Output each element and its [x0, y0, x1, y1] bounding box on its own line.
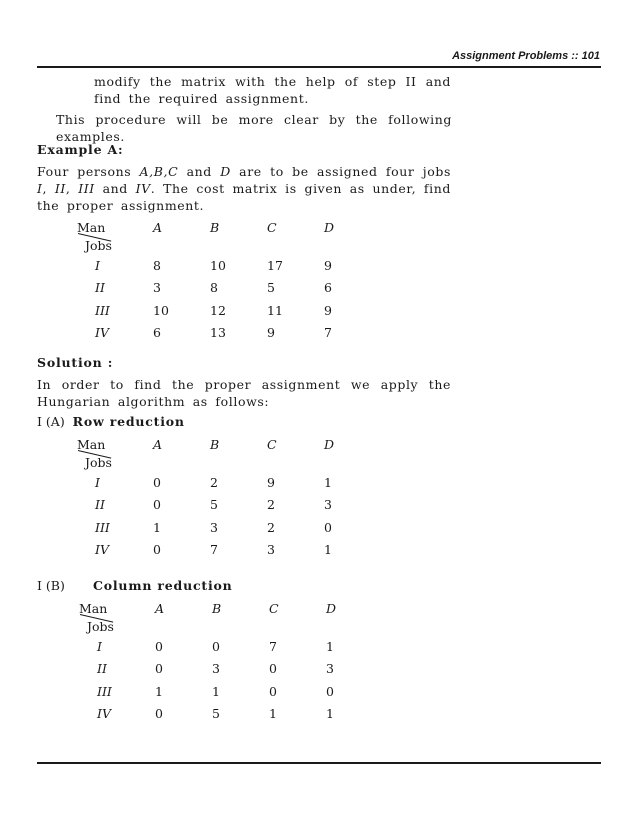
- column-reduction-heading: [37, 578, 233, 593]
- matrix-cell: 5: [212, 706, 220, 722]
- matrix-cell: 1: [155, 683, 163, 699]
- matrix-cell: 2: [267, 497, 275, 513]
- matrix-cell: 1: [324, 474, 332, 490]
- man-jobs-corner-cell: [77, 431, 153, 471]
- row-reduction-prefix: I (A): [37, 414, 65, 429]
- job-label: II: [95, 497, 105, 513]
- job-label: II: [95, 280, 105, 296]
- matrix-cell: 1: [269, 706, 277, 722]
- matrix-cell: 13: [210, 325, 226, 341]
- man-jobs-corner-cell: [77, 214, 153, 254]
- matrix-cell: 0: [324, 519, 332, 535]
- matrix-cell: 3: [212, 661, 220, 677]
- column-header: D: [324, 437, 335, 452]
- jobs-label: Jobs: [85, 238, 112, 253]
- matrix-row: [77, 471, 364, 494]
- matrix-cell: 3: [153, 280, 161, 296]
- procedure-note: This procedure will be more clear by the following examples.: [56, 112, 452, 144]
- row-reduction-title: Row reduction: [72, 414, 185, 429]
- example-heading: Example A:: [37, 142, 124, 157]
- matrix-row: [79, 680, 366, 703]
- example-statement: Four persons A,B,C and D are to be assigned four jobs I, II, III and IV. The cost matrix is given as under, find the proper assignment.: [37, 164, 451, 213]
- matrix-cell: 12: [210, 302, 226, 318]
- man-label: Man: [79, 601, 108, 616]
- matrix-cell: 0: [155, 638, 163, 654]
- jobs-label: Jobs: [87, 619, 114, 634]
- matrix-cell: 10: [210, 257, 226, 273]
- matrix-row: [79, 658, 366, 681]
- running-header: Assignment Problems :: 101: [452, 50, 600, 62]
- matrix-cell: 0: [153, 497, 161, 513]
- column-reduction-table: [79, 595, 366, 725]
- matrix-cell: 2: [267, 519, 275, 535]
- matrix-row: [79, 635, 366, 658]
- job-label: IV: [97, 706, 111, 722]
- matrix-cell: 3: [267, 542, 275, 558]
- matrix-cell: 8: [153, 257, 161, 273]
- man-jobs-corner-cell: [79, 595, 155, 635]
- matrix-cell: 1: [326, 638, 334, 654]
- man-label: Man: [77, 220, 106, 235]
- matrix-row: [77, 494, 364, 517]
- job-label: III: [95, 519, 110, 535]
- matrix-row: [77, 277, 364, 300]
- matrix-cell: 6: [153, 325, 161, 341]
- matrix-cell: 17: [267, 257, 283, 273]
- matrix-cell: 0: [269, 661, 277, 677]
- column-header: B: [212, 601, 222, 616]
- matrix-cell: 7: [269, 638, 277, 654]
- footer-rule: [37, 762, 601, 764]
- column-header: C: [269, 601, 279, 616]
- continuation-paragraph: modify the matrix with the help of step II and find the required assignment.: [94, 74, 451, 106]
- column-header: C: [267, 437, 277, 452]
- row-reduction-table: [77, 431, 364, 561]
- column-reduction-title: Column reduction: [93, 578, 233, 593]
- matrix-cell: 5: [210, 497, 218, 513]
- matrix-cell: 1: [153, 519, 161, 535]
- matrix-row: [77, 299, 364, 322]
- matrix-cell: 3: [326, 661, 334, 677]
- matrix-cell: 9: [267, 474, 275, 490]
- matrix-cell: 1: [324, 542, 332, 558]
- matrix-cell: 9: [324, 302, 332, 318]
- matrix-cell: 3: [324, 497, 332, 513]
- matrix-cell: 6: [324, 280, 332, 296]
- matrix-cell: 0: [212, 638, 220, 654]
- matrix-row: [77, 254, 364, 277]
- solution-heading: Solution :: [37, 355, 114, 370]
- jobs-label: Jobs: [85, 455, 112, 470]
- matrix-cell: 9: [267, 325, 275, 341]
- job-label: I: [95, 257, 100, 273]
- matrix-cell: 10: [153, 302, 169, 318]
- job-label: I: [95, 474, 100, 490]
- matrix-cell: 3: [210, 519, 218, 535]
- matrix-cell: 7: [210, 542, 218, 558]
- matrix-header-row: [77, 214, 364, 254]
- row-reduction-heading: [37, 414, 185, 429]
- matrix-cell: 0: [326, 683, 334, 699]
- matrix-cell: 0: [155, 706, 163, 722]
- man-label: Man: [77, 437, 106, 452]
- column-header: B: [210, 220, 220, 235]
- matrix-row: [77, 539, 364, 562]
- matrix-cell: 8: [210, 280, 218, 296]
- matrix-cell: 0: [269, 683, 277, 699]
- matrix-cell: 1: [212, 683, 220, 699]
- column-header: A: [153, 220, 163, 235]
- matrix-cell: 0: [153, 474, 161, 490]
- matrix-cell: 2: [210, 474, 218, 490]
- column-header: C: [267, 220, 277, 235]
- job-label: IV: [95, 325, 109, 341]
- matrix-cell: 7: [324, 325, 332, 341]
- column-header: D: [326, 601, 337, 616]
- matrix-row: [77, 516, 364, 539]
- job-label: III: [95, 302, 110, 318]
- matrix-header-row: [77, 431, 364, 471]
- solution-text: In order to find the proper assignment we apply the Hungarian algorithm as follows:: [37, 377, 451, 409]
- header-rule: [37, 66, 601, 68]
- matrix-cell: 0: [153, 542, 161, 558]
- job-label: III: [97, 683, 112, 699]
- column-reduction-prefix: I (B): [37, 578, 65, 593]
- column-header: B: [210, 437, 220, 452]
- job-label: II: [97, 661, 107, 677]
- matrix-cell: 1: [326, 706, 334, 722]
- column-header: A: [153, 437, 163, 452]
- job-label: I: [97, 638, 102, 654]
- matrix-row: [77, 322, 364, 345]
- matrix-header-row: [79, 595, 366, 635]
- matrix-cell: 0: [155, 661, 163, 677]
- matrix-cell: 9: [324, 257, 332, 273]
- column-header: D: [324, 220, 335, 235]
- column-header: A: [155, 601, 165, 616]
- matrix-cell: 5: [267, 280, 275, 296]
- job-label: IV: [95, 542, 109, 558]
- cost-matrix-table: [77, 214, 364, 344]
- matrix-row: [79, 703, 366, 726]
- matrix-cell: 11: [267, 302, 283, 318]
